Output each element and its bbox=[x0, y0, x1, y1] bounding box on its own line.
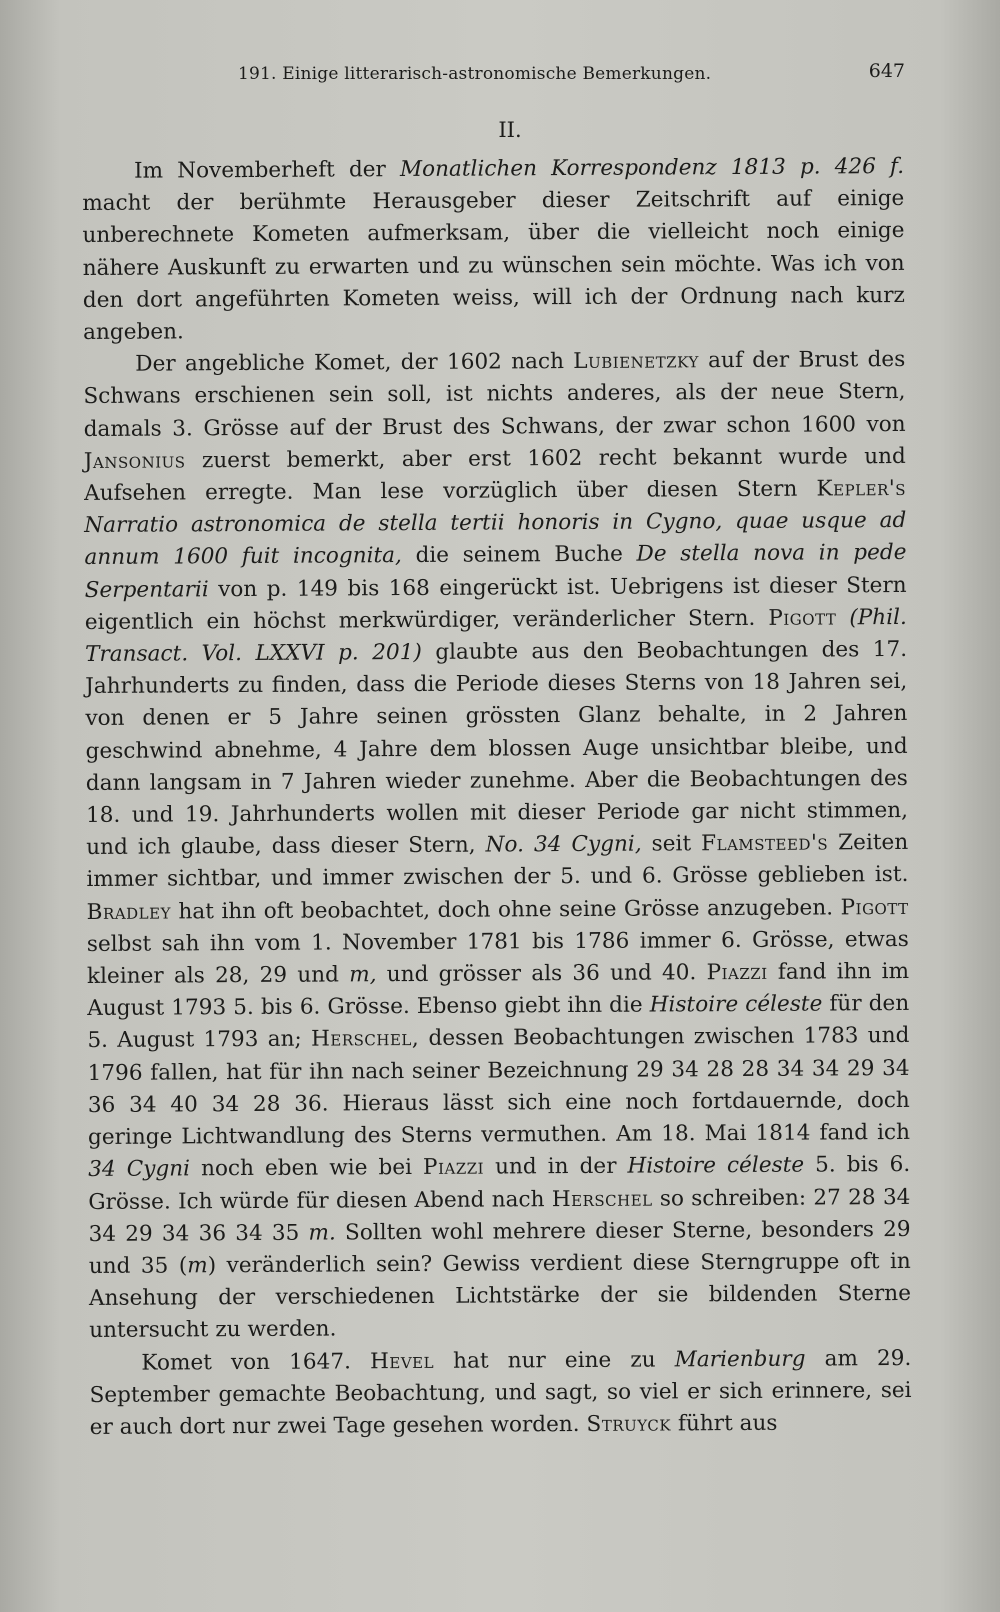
text-run: am 29. September gemachte Beobachtung, und sagt, so viel er sich erinnere, sei er auch dort nur zwei Tage gesehen worden. bbox=[89, 1345, 912, 1440]
italic-run: Histoire céleste bbox=[627, 1152, 805, 1179]
italic-run: m bbox=[187, 1253, 208, 1279]
text-run: von p. 149 bis 168 eingerückt ist. Uebrigens ist dieser Stern eigentlich ein höchst merkwürdiger, veränderlicher Stern. bbox=[84, 572, 907, 635]
text-run: 5. bis 6. Grösse. Ich würde für diesen Abend nach bbox=[88, 1152, 911, 1215]
text-run: und in der bbox=[483, 1153, 628, 1180]
paragraph bbox=[82, 151, 905, 349]
section-heading: II. bbox=[498, 118, 522, 142]
paragraph bbox=[83, 344, 911, 1347]
italic-run: Narratio astronomica de stella tertii honoris in Cygno, quae usque ad annum 1600 fuit incognita, bbox=[84, 508, 907, 571]
text-run: Komet von 1647. bbox=[141, 1348, 371, 1376]
text-run: für den 5. August 1793 an; bbox=[87, 991, 910, 1054]
body-text bbox=[82, 151, 912, 1444]
text-run: und grösser als 36 und 40. bbox=[376, 960, 707, 988]
text-run bbox=[836, 605, 849, 630]
text-run: glaubte aus den Beobachtungen des 17. Jahrhunderts zu finden, dass die Periode dieses Sterns von 18 Jahren sei, von denen er 5 Jahre seinen grössten Glanz behalte, in 2 Jahren geschwind abnehme, 4 Jahre dem blossen Auge unsichtbar bleibe, und dann langsam in 7 Jahren wieder zunehme. Aber die Beobachtungen des 18. und 19. Jahrhunderts wollen mit dieser Periode gar nicht stimmen, und ich glaube, dass dieser Stern, bbox=[85, 637, 909, 861]
small-caps-name: Kepler's bbox=[816, 476, 907, 502]
running-title: 191. Einige litterarisch-astronomische Bemerkungen. bbox=[238, 64, 712, 84]
text-run: auf der Brust des Schwans erschienen sein soll, ist nichts anderes, als der neue Stern, damals 3. Grösse auf der Brust des Schwans, der zwar schon 1600 von bbox=[83, 347, 906, 442]
small-caps-name: Hevel bbox=[369, 1348, 435, 1374]
text-run: führt aus bbox=[670, 1410, 778, 1437]
text-run: Zeiten immer sichtbar, und immer zwischen der 5. und 6. Grösse geblieben ist. bbox=[86, 830, 909, 893]
text-run: Im Novemberheft der bbox=[134, 157, 401, 184]
text-run: dessen Beobachtungen zwischen 1783 und 1796 fallen, hat für ihn nach seiner Bezeichnung 29 34 28 28 34 34 29 34 36 34 40 34 28 36. Hieraus lässt sich eine noch fortdauernde, doch geringe Lichtwandlung des Sterns vermuthen. Am 18. Mai 1814 fand ich bbox=[87, 1023, 911, 1151]
text-run: Der angebliche Komet, der 1602 nach bbox=[135, 349, 574, 377]
italic-run: m. bbox=[308, 1220, 336, 1246]
text-run: macht der berühmte Herausgeber dieser Zeitschrift auf einige unberechnete Kometen aufmerksam, über die vielleicht noch einige nähere Auskunft zu erwarten und zu wünschen sein möchte. Was ich von den dort angeführten Kometen weiss, will ich der Ordnung nach kurz angeben. bbox=[82, 186, 905, 346]
italic-run: m, bbox=[349, 962, 377, 988]
text-run: fand ihn im August 1793 5. bis 6. Grösse. Ebenso giebt ihn die bbox=[87, 959, 910, 1022]
italic-run: (Phil. Transact. Vol. LXXVI p. 201) bbox=[84, 604, 907, 668]
page-number: 647 bbox=[868, 60, 905, 82]
text-run: zuerst bemerkt, aber erst 1602 recht bekannt wurde und Aufsehen erregte. Man lese vorzüglich über diesen Stern bbox=[83, 443, 906, 507]
small-caps-name: Lubienetzky bbox=[573, 348, 699, 375]
text-run: noch eben wie bei bbox=[189, 1155, 424, 1182]
text-run: hat nur eine zu bbox=[433, 1346, 675, 1374]
italic-run: 34 Cygni bbox=[88, 1156, 191, 1183]
text-run: seit bbox=[641, 831, 702, 857]
running-head bbox=[238, 60, 905, 90]
text-run: selbst sah ihn vom 1. November 1781 bis 1786 immer 6. Grösse, etwas kleiner als 28, 29 und bbox=[86, 926, 909, 990]
small-caps-name: Herschel, bbox=[310, 1026, 420, 1053]
text-run: Sollten wohl mehrere dieser Sterne, besonders 29 und 35 ( bbox=[88, 1216, 911, 1279]
small-caps-name: Struyck bbox=[586, 1411, 672, 1437]
small-caps-name: Pigott bbox=[768, 605, 837, 631]
small-caps-name: Herschel bbox=[551, 1186, 653, 1212]
small-caps-name: Flamsteed's bbox=[701, 830, 829, 857]
paragraph bbox=[89, 1342, 912, 1444]
text-run: ) veränderlich sein? Gewiss verdient diese Sterngruppe oft in Ansehung der verschiedenen Lichtstärke der sie bildenden Sterne untersucht zu werden. bbox=[88, 1248, 912, 1344]
small-caps-name: Jansonius bbox=[83, 448, 186, 474]
italic-run: Histoire céleste bbox=[649, 991, 823, 1018]
small-caps-name: Piazzi bbox=[422, 1154, 485, 1181]
text-run: die seinem Buche bbox=[401, 542, 637, 569]
small-caps-name: Piazzi bbox=[706, 959, 768, 986]
small-caps-name: Bradley bbox=[86, 899, 172, 925]
small-caps-name: Pigott bbox=[840, 894, 909, 921]
italic-run: Monatlichen Korrespondenz 1813 p. 426 f. bbox=[399, 153, 905, 183]
text-run: hat ihn oft beobachtet, doch ohne seine Grösse anzugeben. bbox=[170, 895, 841, 925]
italic-run: No. 34 Cygni, bbox=[485, 831, 642, 858]
text-run: so schreiben: 27 28 34 34 29 34 36 34 35 bbox=[88, 1184, 911, 1247]
italic-run: De stella nova in pede Serpentarii bbox=[84, 540, 907, 603]
italic-run: Marienburg bbox=[674, 1346, 806, 1372]
